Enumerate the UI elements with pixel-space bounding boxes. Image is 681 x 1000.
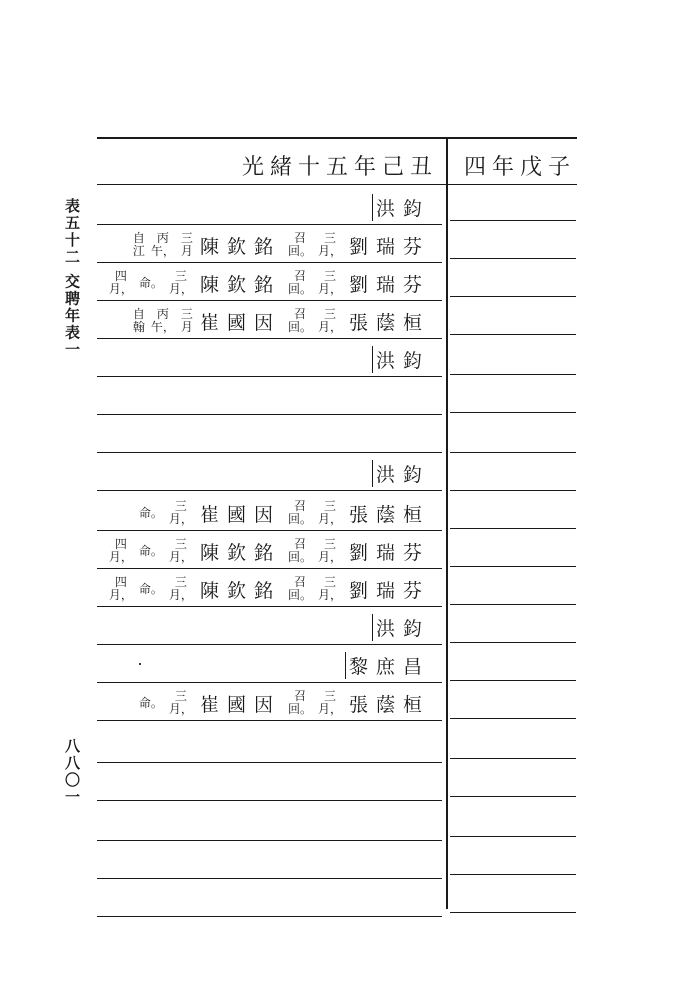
envoy-name xyxy=(370,188,430,226)
rule xyxy=(450,874,576,875)
rule xyxy=(97,490,442,491)
table-row xyxy=(97,494,440,532)
envoy-name-text: 洪鈞 xyxy=(372,346,430,373)
page-number xyxy=(62,738,84,806)
note-month: 三 月， xyxy=(168,689,193,716)
envoy-entry xyxy=(130,302,430,340)
note-recall-month: 三 月， xyxy=(317,499,342,526)
note-recall-month: 三 月， xyxy=(317,231,342,258)
rule xyxy=(450,334,576,335)
rule xyxy=(97,644,442,645)
note-recall-month: 三 月， xyxy=(317,575,342,602)
successor-name: 崔國因 xyxy=(199,311,281,334)
table-row xyxy=(97,264,440,302)
rule-top xyxy=(97,137,577,139)
rule xyxy=(450,220,576,221)
rule xyxy=(450,296,576,297)
rule xyxy=(97,184,577,185)
rule xyxy=(97,262,442,263)
side-header xyxy=(62,198,84,358)
table-row xyxy=(97,570,440,608)
envoy-name xyxy=(370,454,430,492)
note-month: 三 月 xyxy=(180,307,193,334)
envoy-entry xyxy=(106,264,430,302)
rule xyxy=(97,878,442,879)
rule xyxy=(450,758,576,759)
rule xyxy=(450,796,576,797)
rule xyxy=(97,840,442,841)
column-divider xyxy=(446,137,448,909)
envoy-name: 張蔭桓 xyxy=(348,311,430,334)
note-recall-month: 三 月， xyxy=(317,307,342,334)
table-row xyxy=(97,416,440,454)
header-main-title: 光緒十五年己丑 xyxy=(241,155,438,180)
envoy-name-text: 洪鈞 xyxy=(372,194,430,221)
header-next-title: 四年戊子 xyxy=(463,155,576,180)
rule xyxy=(450,912,576,913)
rule xyxy=(450,642,576,643)
envoy-name: 張蔭桓 xyxy=(348,503,430,526)
note-month: 三 月， xyxy=(168,269,193,296)
table-row xyxy=(97,684,440,722)
note-month: 三 月， xyxy=(168,499,193,526)
rule xyxy=(97,762,442,763)
page-number-text: 八八〇一 xyxy=(63,738,81,806)
envoy-entry xyxy=(106,532,430,570)
note-recall: 召 回。 xyxy=(287,689,312,716)
rule xyxy=(450,490,576,491)
note-month-extra: 四 月， xyxy=(108,269,133,296)
note-recall: 召 回。 xyxy=(287,499,312,526)
note-recall: 召 回。 xyxy=(287,269,312,296)
note-appoint: 命。 xyxy=(138,543,163,558)
note-appoint: 命。 xyxy=(138,275,163,290)
note-month: 三 月， xyxy=(168,537,193,564)
successor-name: 陳欽銘 xyxy=(199,235,281,258)
stray-mark xyxy=(139,663,141,665)
rule xyxy=(450,566,576,567)
note-recall-month: 三 月， xyxy=(317,269,342,296)
envoy-entry xyxy=(106,570,430,608)
successor-name: 崔國因 xyxy=(199,693,281,716)
rule xyxy=(97,530,442,531)
note-appoint: 命。 xyxy=(138,695,163,710)
note-appoint: 命。 xyxy=(138,581,163,596)
envoy-entry xyxy=(136,494,430,532)
rule xyxy=(97,300,442,301)
envoy-entry xyxy=(136,684,430,722)
envoy-name xyxy=(370,340,430,378)
note-recall: 召 回。 xyxy=(287,537,312,564)
rule xyxy=(97,376,442,377)
rule xyxy=(450,452,576,453)
envoy-name xyxy=(370,608,430,646)
table-row xyxy=(97,454,440,492)
note-date: 丙 午， xyxy=(150,307,175,334)
table-row xyxy=(97,532,440,570)
note-recall-month: 三 月， xyxy=(317,537,342,564)
rule xyxy=(450,718,576,719)
envoy-name-text: 洪鈞 xyxy=(372,614,430,641)
successor-name: 陳欽銘 xyxy=(199,579,281,602)
envoy-name xyxy=(343,646,430,684)
note-origin: 自 江 xyxy=(132,231,145,258)
successor-name: 陳欽銘 xyxy=(199,273,281,296)
table-row xyxy=(97,378,440,416)
envoy-name: 張蔭桓 xyxy=(348,693,430,716)
rule xyxy=(97,606,442,607)
note-recall: 召 回。 xyxy=(287,307,312,334)
note-recall: 召 回。 xyxy=(287,575,312,602)
note-origin: 自 翰 xyxy=(132,307,145,334)
rule xyxy=(97,224,442,225)
rule xyxy=(97,568,442,569)
side-header-text: 表五十二 交聘年表一 xyxy=(63,198,81,359)
note-date: 丙 午， xyxy=(150,231,175,258)
note-month-extra: 四 月， xyxy=(108,575,133,602)
rule xyxy=(97,916,442,917)
table-row xyxy=(97,646,440,684)
rule xyxy=(97,720,442,721)
rule xyxy=(450,836,576,837)
successor-name: 崔國因 xyxy=(199,503,281,526)
note-appoint: 命。 xyxy=(138,505,163,520)
note-month-extra: 四 月， xyxy=(108,537,133,564)
rule xyxy=(97,682,442,683)
rule xyxy=(97,800,442,801)
table-row xyxy=(97,340,440,378)
rule xyxy=(450,604,576,605)
envoy-name: 劉瑞芬 xyxy=(348,579,430,602)
table-row xyxy=(97,608,440,646)
envoy-name: 劉瑞芬 xyxy=(348,273,430,296)
rule xyxy=(97,452,442,453)
rule xyxy=(450,374,576,375)
table-row xyxy=(97,302,440,340)
envoy-name: 劉瑞芬 xyxy=(348,541,430,564)
successor-name: 陳欽銘 xyxy=(199,541,281,564)
rule xyxy=(450,258,576,259)
rule xyxy=(450,680,576,681)
rule xyxy=(450,412,576,413)
envoy-name-text: 黎庶昌 xyxy=(345,652,430,679)
rule xyxy=(450,528,576,529)
note-month: 三 月 xyxy=(180,231,193,258)
table-row xyxy=(97,188,440,226)
envoy-name-text: 洪鈞 xyxy=(372,460,430,487)
note-recall-month: 三 月， xyxy=(317,689,342,716)
rule xyxy=(97,414,442,415)
envoy-name: 劉瑞芬 xyxy=(348,235,430,258)
table-row xyxy=(97,226,440,264)
note-month: 三 月， xyxy=(168,575,193,602)
note-recall: 召 回。 xyxy=(287,231,312,258)
envoy-entry xyxy=(130,226,430,264)
rule xyxy=(97,338,442,339)
